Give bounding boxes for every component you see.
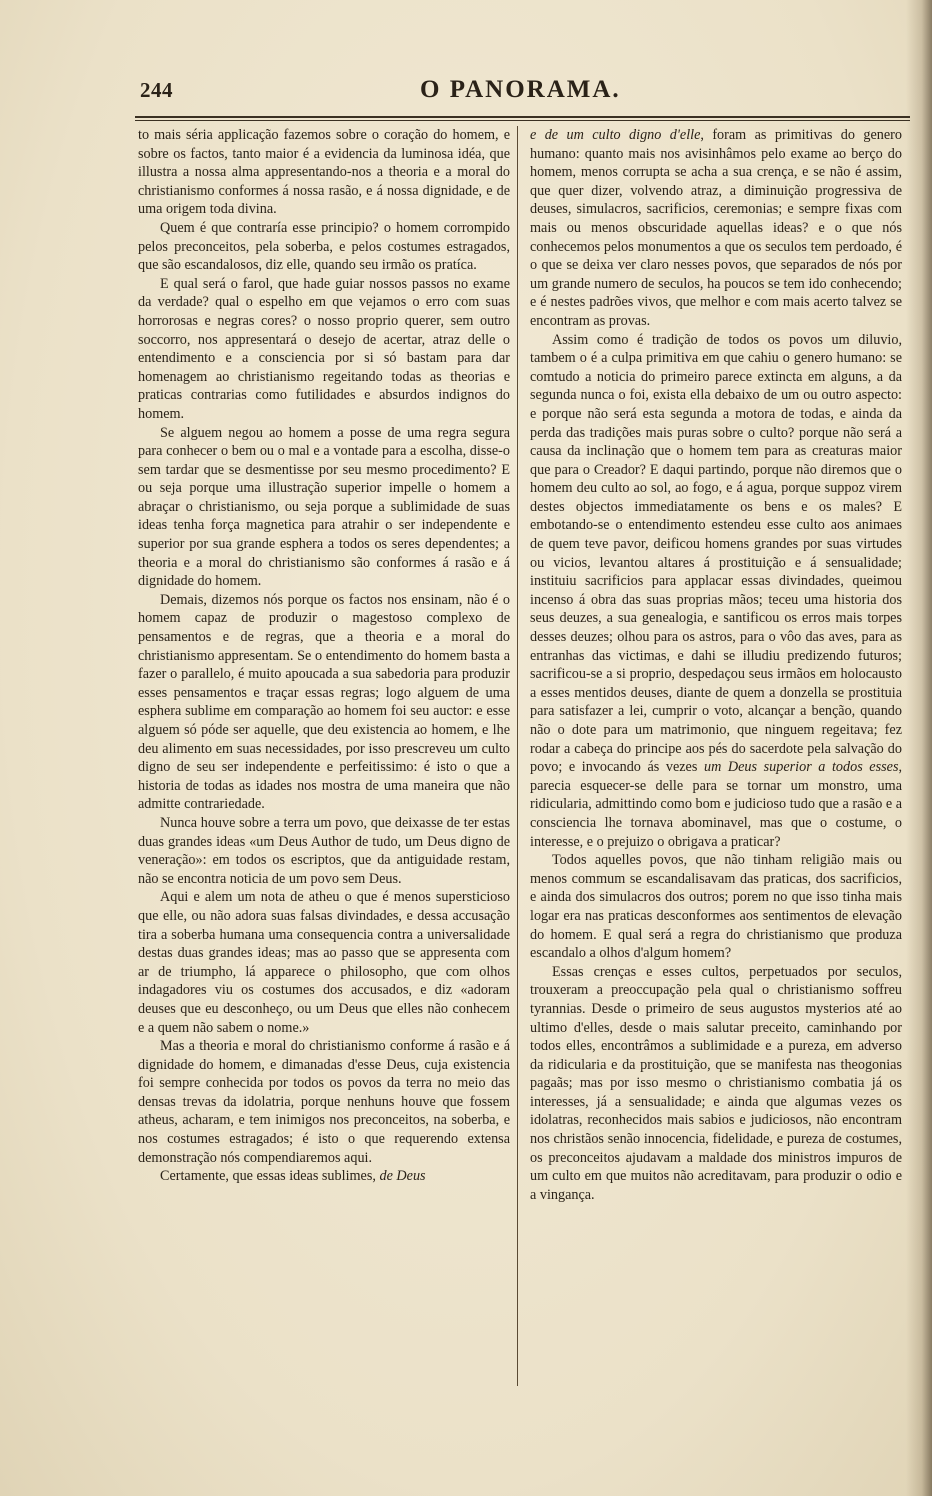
page-spine-shadow	[906, 0, 932, 1496]
left-column	[138, 126, 510, 1396]
paragraph: Demais, dizemos nós porque os factos nos ensinam, não é o homem capaz de produzir o magestoso complexo de pensamentos e de regras, que a theoria e a moral do christianismo appresentam. Se o entendimento do homem basta a fazer o parallelo, é muito apoucada a sua sabedoria para produzir esses pensamentos e traçar essas regras; logo alguem de uma esphera sublime em comparação ao homem foi seu auctor: e esse alguem só póde ser aquelle, que deu existencia ao homem, e lhe deu alimento em suas necessidades, por isso prescreveu um culto digno de seu ser independente e perfeitissimo: é isto o que a historia de todas as idades nos mostra de uma maneira que não admitte contrariedade.	[138, 591, 510, 813]
italic-phrase: um Deus superior a todos esses	[703, 759, 899, 776]
paragraph: Essas crenças e esses cultos, perpetuados por seculos, trouxeram a preoccupação pela qual o christianismo soffreu tyrannias. Desde o primeiro de seus augustos mysterios até ao ultimo d'elles, desde o mais salutar preceito, caminhando por todos elles, encontrâmos a sublimidade e a pureza, em adverso da ridicularia e da prostituição, que se manifesta nas theogonias pagaãs; mas por isso mesmo o christianismo combatia já os interesses, já a sensualidade; e ainda que algumas vezes os idolatras, reconhecidos mais sabios e judiciosos, não encontram nos christãos senão innocencia, fidelidade, e pureza de costumes, os preconceitos ajudavam a maldade dos ministros impuros de um culto em que muitos não acreditavam, para produzir o odio e a vingança.	[530, 963, 902, 1203]
paragraph	[530, 126, 902, 331]
paragraph-text: Assim como é tradição de todos os povos um diluvio, tambem o é a culpa primitiva em que cahiu o genero humano: se comtudo a noticia do primeiro parece extincta em alguns, a da segunda nunca o foi, exista ella debaixo de um ou outro aspecto: e porque não será esta segunda a motora de todas, e ainda da perda das tradições mais puras sobre o culto? porque não será a causa da inclinação que o homem tem para as creaturas maior que para o Creador? E daqui partindo, porque não diremos que o homem deu culto ao sol, ao fogo, e á agua, porque suppoz virem destes objectos immediatamente os bens e os males? E embotando-se o entendimento estendeu esse culto aos animaes de quem teve pavor, deificou homens grandes por suas virtudes ou vicios, levantou altares á prostituição e á sensualidade; instituiu sacrificios para applacar essas divindades, queimou incenso á obra das suas proprias mãos; teceu uma historia dos seus deuzes, a sua genealogia, e santificou os erros mais torpes desses deuzes; olhou para os astros, para o vôo das aves, para as entranhas das victimas, e dahi se illudiu predizendo futuros; sacrificou-se a si proprio, despedaçou seus irmãos em holocausto a esses mentidos deuses, diante de quem a donzella se prostituia para satisfazer a lei, cumprir o voto, alcançar a benção, quando não o dote para um matrimonio, que ninguem regeitava; fez rodar a cabeça do principe aos pés do sacerdote pela salvação do povo; e invocando ás vezes	[530, 331, 902, 776]
column-divider	[517, 126, 518, 1386]
paragraph-last	[138, 1167, 510, 1186]
page-number: 244	[140, 78, 173, 102]
paragraph: to mais séria applicação fazemos sobre o coração do homem, e sobre os factos, tanto maior é a evidencia da luminosa idéa, que illustra a nossa alma appresentando-nos a theoria e a moral do christianismo conformes á nossa rasão, e á nossa dignidade, e de uma origem toda divina.	[138, 127, 510, 218]
paragraph-text: , parecia esquecer-se delle para se tornar um monstro, uma ridicularia, admittindo como bom e judicioso tudo que a rasão e a consciencia lhe tornava abominavel, mas que o costume, o interesse, e o prejuizo o obrigava a praticar?	[530, 759, 903, 850]
paragraph: Mas a theoria e moral do christianismo conforme á rasão e á dignidade do homem, e dimanadas d'esse Deus, cuja existencia foi sempre conhecida por todos os povos da terra no meio das densas trevas da idolatria, porque nenhuns houve que fossem atheus, acharam, e tem inimigos nos preconceitos, na soberba, e nos costumes estragados; é isto o que requerendo extensa demonstração nós compendiaremos aqui.	[138, 1038, 510, 1166]
italic-phrase: de Deus	[379, 1168, 426, 1185]
paragraph-text: Certamente, que essas ideas sublimes,	[160, 1168, 376, 1185]
paragraph	[530, 331, 902, 852]
right-column	[530, 126, 902, 1396]
header-rule	[135, 116, 910, 118]
italic-phrase: e de um culto digno d'elle	[530, 127, 701, 143]
paragraph: Aqui e alem um nota de atheu o que é menos supersticioso que elle, ou não adora suas falsas divindades, e dessa accusação tira a soberba humana uma consequencia contra a universalidade destas duas grandes ideas; mas ao passo que se appresenta com ar de triumpho, lá apparece o philosopho, que com olhos indagadores viu os costumes dos accusados, e diz «adoram deuses que eu desconheço, ou um Deus que elles não conhecem e a quem não sabem o nome.»	[138, 889, 510, 1036]
paragraph: E qual será o farol, que hade guiar nossos passos no exame da verdade? qual o espelho em que vejamos o erro com suas horrorosas e negras cores? o nosso proprio querer, sem outro soccorro, nos appresentará o desejo de acertar, atraz delle o entendimento e a consciencia por si só bastam para dar homenagem ao christianismo regeitando todas as theorias e praticas contrarias como futilidades e absurdos indignos do homem.	[138, 275, 510, 422]
paragraph: Quem é que contraría esse principio? o homem corrompido pelos preconceitos, pela soberba, e pelos costumes estragados, que são escandalosos, diz elle, quando seu irmão os pratíca.	[138, 219, 510, 274]
paragraph: Todos aquelles povos, que não tinham religião mais ou menos commum se escandalisavam das praticas, dos sacrificios, e ainda dos simulacros dos outros; porem no que isso tinha mais logar era nas praticas desconformes aos sentimentos de elevação do homem. E qual será a regra do christianismo que produza escandalo a olhos d'algum homem?	[530, 852, 902, 962]
header-rule-thin	[135, 120, 910, 121]
page-header	[135, 74, 910, 106]
running-title: O PANORAMA.	[420, 76, 621, 103]
paragraph: Nunca houve sobre a terra um povo, que deixasse de ter estas duas grandes ideas «um Deus Author de tudo, um Deus digno de veneração»: em todos os escriptos, que da antiguidade restam, não se encontra noticia de um povo sem Deus.	[138, 814, 510, 887]
paragraph-text: , foram as primitivas do genero humano: quanto mais nos avisinhâmos pelo exame ao berço do homem, menos corrupta se acha a sua crença, e se não é assim, que quer dizer, volvendo atraz, a diminuição progressiva de deuses, simulacros, sacrificios, ceremonias; e sempre fixas com mais ou menos obscuridade aquellas ideas? e o que nós conhecemos pelos monumentos a que os seculos tem perdoado, é o que se deixa ver claro nesses povos, que separados de nós por um grande numero de seculos, ha poucos se tem ido conhecendo; e é nestes padrões vivos, que melhor e com mais acerto talvez se encontram as provas.	[530, 127, 902, 329]
paragraph: Se alguem negou ao homem a posse de uma regra segura para conhecer o bem ou o mal e a vontade para a escolha, disse-o sem tardar que se desmentisse por seu mesmo procedimento? E ou seja porque uma illustração superior impelle o homem a abraçar o christianismo, ou seja porque a sublimidade de suas ideas tenha força magnetica para atrahir o ser independente e superior por sua grande esphera a todos os seres dependentes; a theoria e a moral do christianismo são conformes á rasão e á dignidade do homem.	[138, 424, 510, 590]
